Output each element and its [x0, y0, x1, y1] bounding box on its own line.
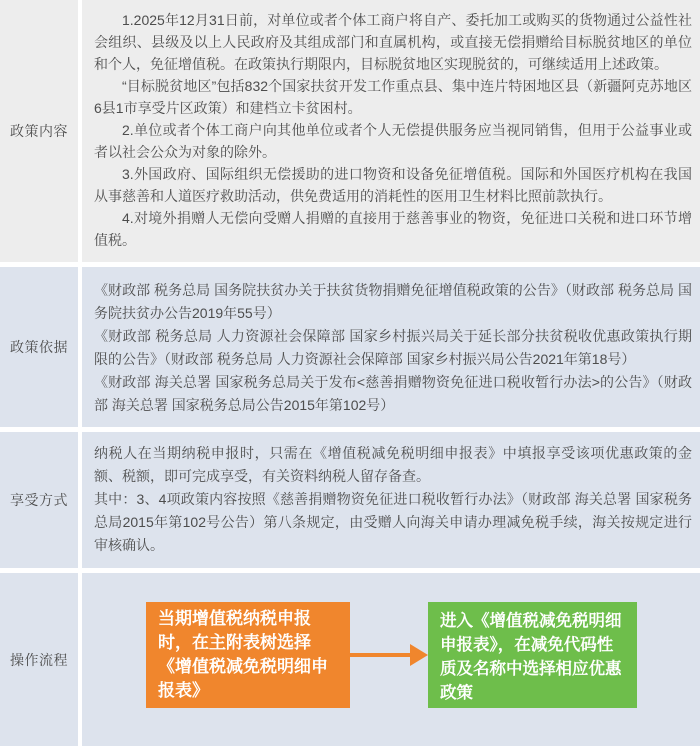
enjoy-method-paragraph: 其中：3、4项政策内容按照《慈善捐赠物资免征进口税收暂行办法》（财政部 海关总署 国家税务总局2015年第102号公告）第八条规定，由受赠人向海关申请办理减免税手续，海关按规定进行审核确认。 — [94, 491, 692, 553]
row-label-policy-basis: 政策依据 — [10, 339, 68, 355]
policy-content-paragraph: 2.单位或者个体工商户向其他单位或者个人无偿提供服务应当视同销售，但用于公益事业或者以社会公众为对象的除外。 — [94, 122, 692, 160]
policy-content-paragraph: “目标脱贫地区”包括832个国家扶贫开发工作重点县、集中连片特困地区县（新疆阿克苏地区6县1市享受片区政策）和建档立卡贫困村。 — [94, 78, 692, 116]
row-label-cell-operation-flow — [0, 573, 78, 746]
policy-content-paragraph: 3.外国政府、国际组织无偿援助的进口物资和设备免征增值税。国际和外国医疗机构在我国从事慈善和人道医疗救助活动，供免费适用的消耗性的医用卫生材料比照前款执行。 — [94, 166, 692, 204]
row-label-cell-policy-basis — [0, 267, 78, 427]
row-label-cell-enjoy-method — [0, 432, 78, 568]
flow-arrow-head — [410, 644, 428, 666]
flow-arrow-icon — [350, 644, 428, 666]
policy-content-paragraph: 1.2025年12月31日前，对单位或者个体工商户将自产、委托加工或购买的货物通过公益性社会组织、县级及以上人民政府及其组成部门和直属机构，或直接无偿捐赠给目标脱贫地区的单位和个人，免征增值税。在政策执行期限内，目标脱贫地区实现脱贫的，可继续适用上述政策。 — [94, 12, 692, 72]
policy-basis-paragraph: 《财政部 税务总局 国务院扶贫办关于扶贫货物捐赠免征增值税政策的公告》（财政部 税务总局 国务院扶贫办公告2019年55号） — [94, 282, 692, 321]
row-policy-basis — [0, 267, 700, 427]
policy-content-body — [82, 0, 700, 262]
policy-content-paragraph: 4.对境外捐赠人无偿向受赠人捐赠的直接用于慈善事业的物资，免征进口关税和进口环节增值税。 — [94, 210, 692, 248]
policy-basis-body — [82, 267, 700, 427]
policy-basis-paragraph: 《财政部 海关总署 国家税务总局关于发布<慈善捐赠物资免征进口税收暂行办法>的公告》（财政部 海关总署 国家税务总局公告2015年第102号） — [94, 374, 692, 413]
flow-step-2-box: 进入《增值税减免税明细申报表》，在减免代码性质及名称中选择相应优惠政策 — [428, 602, 637, 708]
row-label-enjoy-method: 享受方式 — [10, 492, 68, 508]
policy-basis-paragraph: 《财政部 税务总局 人力资源社会保障部 国家乡村振兴局关于延长部分扶贫税收优惠政策执行期限的公告》（财政部 税务总局 人力资源社会保障部 国家乡村振兴局公告2021年第18号） — [94, 328, 692, 367]
row-operation-flow — [0, 573, 700, 746]
row-label-cell-policy-content — [0, 0, 78, 262]
row-label-policy-content: 政策内容 — [10, 123, 68, 139]
row-enjoy-method — [0, 432, 700, 568]
flow-arrow-line — [350, 653, 410, 657]
row-label-operation-flow: 操作流程 — [10, 651, 68, 668]
flow-step-1-box: 当期增值税纳税申报时，在主附表树选择《增值税减免税明细申报表》 — [146, 602, 350, 708]
enjoy-method-body — [82, 432, 700, 568]
row-policy-content — [0, 0, 700, 262]
operation-flow-body — [82, 573, 700, 746]
enjoy-method-paragraph: 纳税人在当期纳税申报时，只需在《增值税减免税明细申报表》中填报享受该项优惠政策的金额、税额，即可完成享受，有关资料纳税人留存备查。 — [94, 445, 692, 484]
